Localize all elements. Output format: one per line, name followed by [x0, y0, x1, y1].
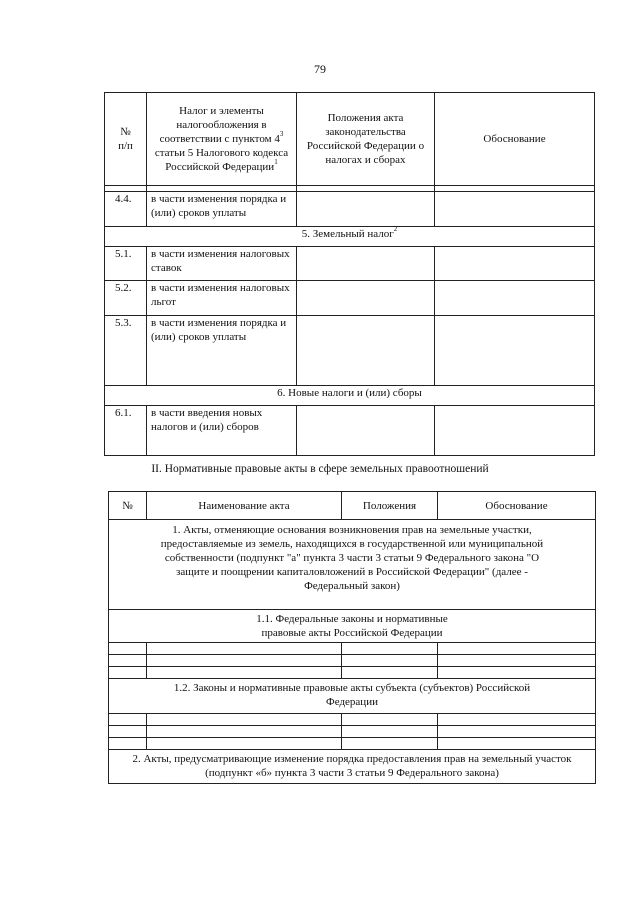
table-row: [105, 247, 595, 281]
land-acts-header: [109, 492, 596, 520]
block-row: [109, 750, 596, 784]
table-row: [109, 643, 596, 655]
header-tax-text2: статьи 5 Налогового кодекса Российской Федерации: [154, 147, 289, 173]
row-number: 5.1.: [105, 247, 147, 281]
section-2-title: II. Нормативные правовые акты в сфере земельных правоотношений: [151, 463, 489, 475]
table-row: [105, 406, 595, 456]
header-tax-text1: Налог и элементы налогообложения в соответствии с пунктом 4: [159, 105, 280, 145]
table-row: [109, 726, 596, 738]
section-title: 6. Новые налоги и (или) сборы: [105, 386, 595, 406]
header-provisions: Положения акта законодательства Российской Федерации о налогах и сборах: [297, 93, 435, 186]
header-tax-sup1: 3: [279, 130, 284, 139]
table-row: [109, 714, 596, 726]
table-row: [109, 667, 596, 679]
header-num: № п/п: [105, 93, 147, 186]
header-act-name: Наименование акта: [147, 492, 342, 520]
table-row: [105, 192, 595, 227]
block-row: [109, 520, 596, 610]
block-2-title: 2. Акты, предусматривающие изменение порядка предоставления прав на земельный участок (подпункт «б» пункта 3 части 3 статьи 9 Федерального закона): [109, 750, 596, 784]
section-row: [105, 386, 595, 406]
table-row: [109, 655, 596, 667]
row-text: в части введения новых налогов и (или) сборов: [147, 406, 297, 456]
block-row: [109, 610, 596, 643]
table-row: [109, 738, 596, 750]
row-text: в части изменения порядка и (или) сроков уплаты: [147, 192, 297, 227]
table-row: [105, 281, 595, 316]
row-text: в части изменения налоговых ставок: [147, 247, 297, 281]
row-text: в части изменения налоговых льгот: [147, 281, 297, 316]
tax-table: [104, 92, 595, 456]
section-row: [105, 227, 595, 247]
header-num: №: [109, 492, 147, 520]
block-1-title: 1. Акты, отменяющие основания возникновения прав на земельные участки, предоставляемые из земель, находящихся в государственной или муниципальной собственности (подпункт "а" пункта 3 части 3 статьи 9 Федерального закона "О защите и поощрении капиталовложений в Российской Федерации" (далее - Федеральный закон): [109, 520, 596, 610]
header-provisions: Положения: [342, 492, 438, 520]
header-tax-sup2: 1: [274, 158, 278, 167]
block-row: [109, 679, 596, 714]
block-1-2-title: 1.2. Законы и нормативные правовые акты субъекта (субъектов) Российской Федерации: [109, 679, 596, 714]
row-number: 5.2.: [105, 281, 147, 316]
page-number: 79: [314, 62, 326, 76]
row-text: в части изменения порядка и (или) сроков уплаты: [147, 316, 297, 386]
block-1-1-title: 1.1. Федеральные законы и нормативные правовые акты Российской Федерации: [109, 610, 596, 643]
row-number: 5.3.: [105, 316, 147, 386]
row-number: 6.1.: [105, 406, 147, 456]
header-basis: Обоснование: [438, 492, 596, 520]
tax-table-header: [105, 93, 595, 186]
land-acts-table: [108, 491, 596, 784]
table-row: [105, 316, 595, 386]
section-title: 5. Земельный налог$^2$: [105, 227, 595, 247]
row-number: 4.4.: [105, 192, 147, 227]
header-tax: [147, 93, 297, 186]
header-basis: Обоснование: [435, 93, 595, 186]
